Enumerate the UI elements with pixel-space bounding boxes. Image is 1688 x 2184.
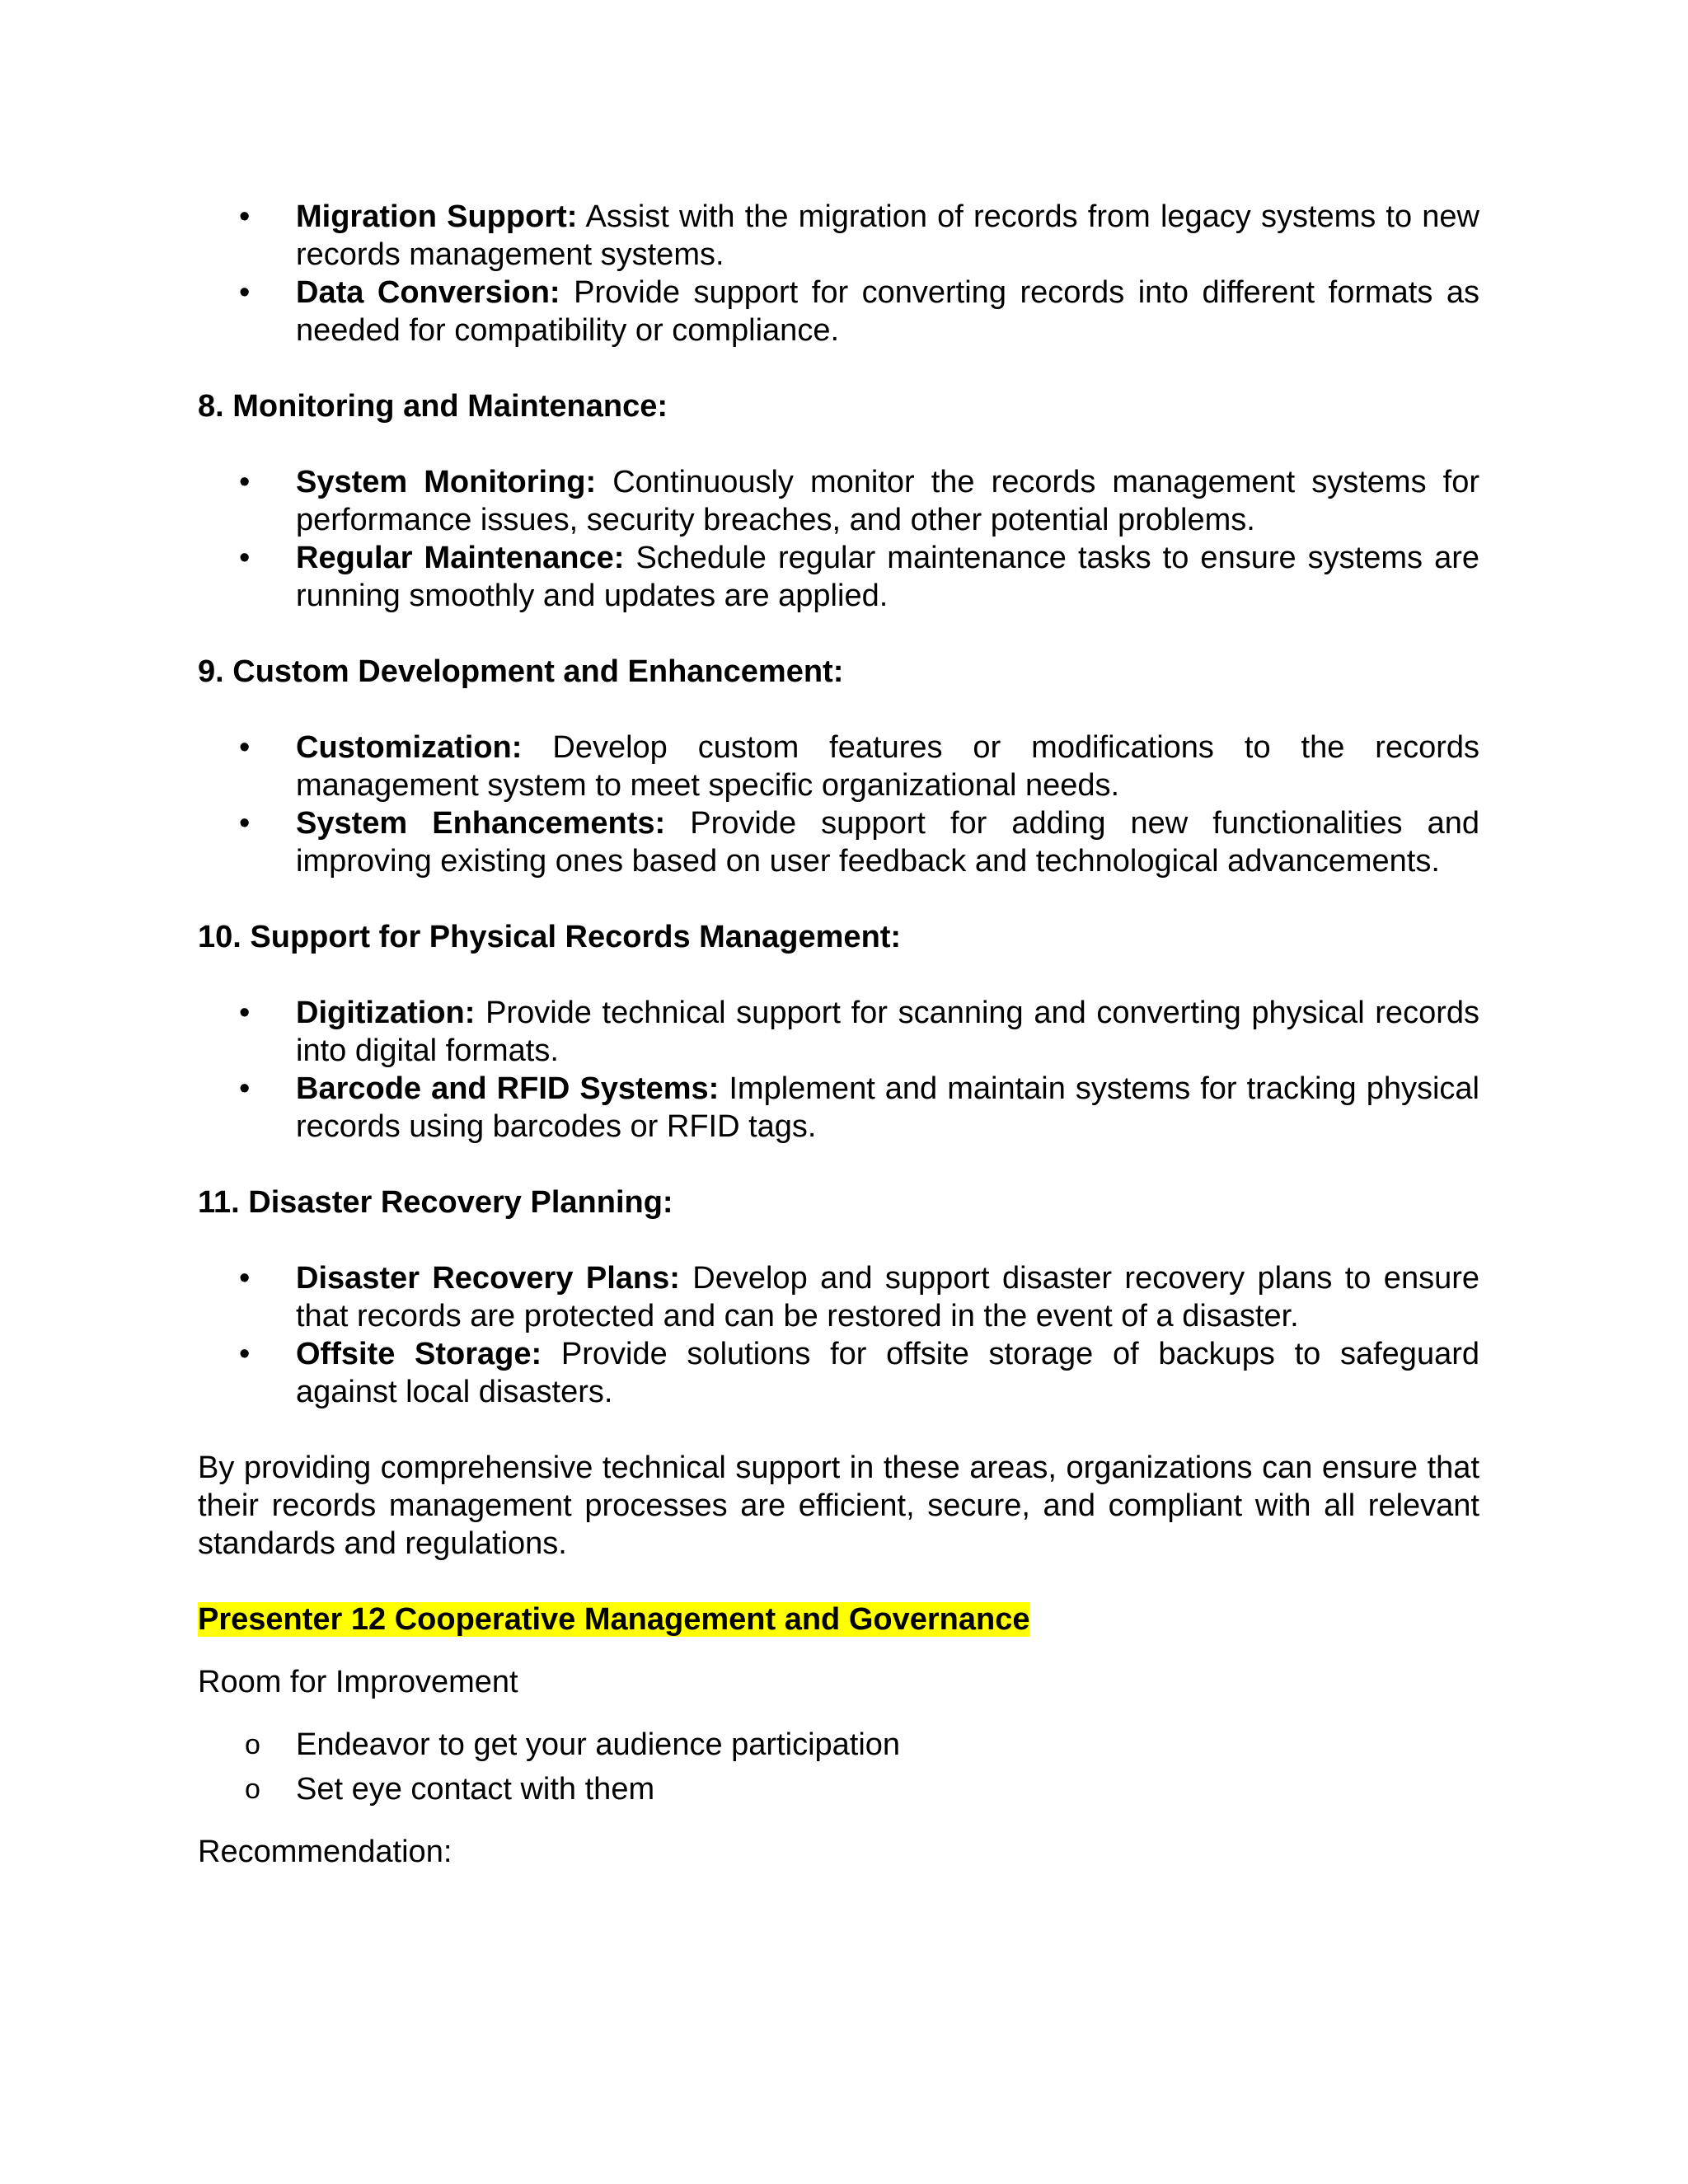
item-term: Regular Maintenance: <box>296 541 625 575</box>
item-text: Develop and support disaster recovery plans to ensure that records are protected and can be restored in the event of a disaster. <box>296 1261 1479 1333</box>
bullet-marker: • <box>239 730 251 765</box>
closing-paragraph: By providing comprehensive technical support in these areas, organizations can ensure that their records management processes are efficient, secure, and compliant with all relevant standards and regulations. <box>198 1451 1479 1561</box>
item-text: Endeavor to get your audience participation <box>296 1727 901 1762</box>
list-item <box>198 804 1479 880</box>
section-list <box>198 729 1479 880</box>
highlighted-heading: Presenter 12 Cooperative Management and Governance <box>198 1602 1030 1637</box>
document-page <box>198 198 1479 1871</box>
item-text: Develop custom features or modifications to the records management system to meet specific organizational needs. <box>296 730 1479 803</box>
bullet-marker: • <box>239 541 251 575</box>
bullet-marker: • <box>239 275 251 310</box>
item-term: Customization: <box>296 730 523 765</box>
bullet-marker: • <box>239 199 251 234</box>
item-term: Data Conversion: <box>296 275 560 310</box>
room-label: Room for Improvement <box>198 1665 518 1699</box>
item-term: Barcode and RFID Systems: <box>296 1071 720 1106</box>
list-item <box>198 1070 1479 1146</box>
list-item <box>198 274 1479 349</box>
bullet-marker: • <box>239 465 251 499</box>
item-term: Digitization: <box>296 996 476 1030</box>
bullet-marker: • <box>239 806 251 841</box>
list-item <box>198 1335 1479 1411</box>
section-list <box>198 994 1479 1146</box>
item-text: Provide solutions for offsite storage of backups to safeguard against local disasters. <box>296 1337 1479 1409</box>
section-heading: 8. Monitoring and Maintenance: <box>198 389 668 424</box>
list-item <box>198 198 1479 274</box>
item-text: Set eye contact with them <box>296 1772 655 1807</box>
item-text: Schedule regular maintenance tasks to ensure systems are running smoothly and updates are applied. <box>296 541 1480 613</box>
list-item <box>198 463 1479 539</box>
list-item <box>198 994 1479 1070</box>
bullet-marker: • <box>239 1261 251 1296</box>
presenter-heading <box>198 1601 1479 1638</box>
item-term: System Enhancements: <box>296 806 666 841</box>
list-item <box>198 1259 1479 1335</box>
section-list <box>198 1259 1479 1411</box>
item-text: Provide support for converting records into different formats as needed for compatibility or compliance. <box>296 275 1479 348</box>
recommendation-label: Recommendation: <box>198 1835 452 1869</box>
list-item <box>198 729 1479 804</box>
circle-marker: o <box>245 1774 260 1805</box>
section-heading: 9. Custom Development and Enhancement: <box>198 654 844 689</box>
list-item <box>198 1726 1479 1764</box>
section-list <box>198 463 1479 615</box>
item-term: Offsite Storage: <box>296 1337 542 1371</box>
item-term: Migration Support: <box>296 199 578 234</box>
item-text: Provide technical support for scanning and converting physical records into digital formats. <box>296 996 1479 1068</box>
bullet-marker: • <box>239 996 251 1030</box>
item-text: Assist with the migration of records from legacy systems to new records management systems. <box>296 199 1479 272</box>
item-term: System Monitoring: <box>296 465 597 499</box>
intro-list <box>198 198 1479 349</box>
item-term: Disaster Recovery Plans: <box>296 1261 680 1296</box>
list-item <box>198 539 1479 615</box>
circle-marker: o <box>245 1729 260 1760</box>
section-heading: 11. Disaster Recovery Planning: <box>198 1185 673 1220</box>
bullet-marker: • <box>239 1337 251 1371</box>
item-text: Implement and maintain systems for tracking physical records using barcodes or RFID tags. <box>296 1071 1479 1144</box>
section-heading: 10. Support for Physical Records Management: <box>198 920 902 954</box>
bullet-marker: • <box>239 1071 251 1106</box>
list-item <box>198 1770 1479 1808</box>
item-text: Continuously monitor the records management systems for performance issues, security breaches, and other potential problems. <box>296 465 1479 537</box>
room-list <box>198 1726 1479 1808</box>
item-text: Provide support for adding new functionalities and improving existing ones based on user feedback and technological advancements. <box>296 806 1479 879</box>
